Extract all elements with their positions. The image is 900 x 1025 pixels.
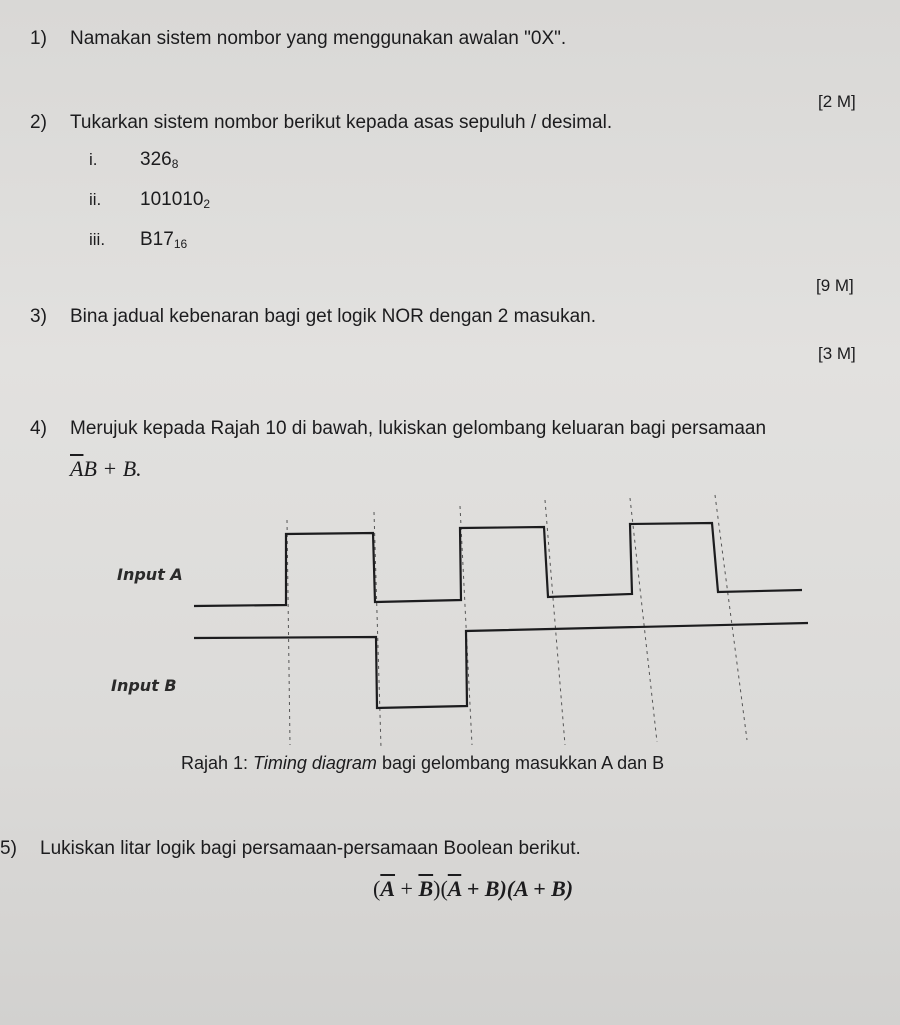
expr-b1-bar: $\overline{B}$: [418, 876, 434, 901]
figure-caption: Rajah 1: Timing diagram bagi gelombang masukkan A dan B: [181, 753, 665, 773]
marks-q1: [2 M]: [818, 92, 856, 111]
guide-line: [630, 498, 657, 742]
label-input-b: Input B: [111, 676, 177, 695]
item-roman-3: iii.: [89, 230, 106, 249]
item-roman-2: ii.: [89, 190, 102, 209]
question-number: 3): [30, 306, 47, 327]
item-value-1: $326_8$: [140, 149, 179, 171]
guide-line: [374, 512, 381, 748]
question-text: Bina jadual kebenaran bagi get logik NOR dengan 2 masukan.: [70, 306, 597, 327]
question-text: Merujuk kepada Rajah 10 di bawah, lukiskan gelombang keluaran bagi persamaan: [70, 418, 767, 439]
marks-q3: [3 M]: [818, 344, 856, 363]
guide-line: [460, 506, 472, 745]
guide-line: [715, 495, 747, 740]
label-input-a: Input A: [117, 565, 183, 584]
waveform-input-b: [194, 623, 808, 708]
question-5: [0, 838, 581, 860]
question-number: 2): [30, 112, 47, 133]
question-text: Namakan sistem nombor yang menggunakan awalan "0X".: [70, 28, 567, 49]
expr-rest: B + B.: [83, 456, 142, 481]
equation-q5: $(\overline{A} + \overline{B})(\overline{A} + B)(A + B)$: [373, 876, 574, 901]
marks-q2: [9 M]: [816, 276, 854, 295]
expr-a-bar: $\overline{A}$: [70, 456, 84, 481]
expr-a2-bar: $\overline{A}$: [447, 876, 462, 901]
guide-line: [545, 500, 565, 745]
question-number: 5): [0, 838, 17, 859]
item-value-2: $101010_2$: [140, 189, 211, 211]
question-number: 4): [30, 418, 47, 439]
guide-line: [287, 520, 290, 745]
item-value-3: $B17_{16}$: [140, 229, 188, 251]
question-text: Lukiskan litar logik bagi persamaan-persamaan Boolean berikut.: [40, 838, 581, 859]
question-number: 1): [30, 28, 47, 49]
question-text: Tukarkan sistem nombor berikut kepada asas sepuluh / desimal.: [70, 112, 613, 133]
waveform-input-a: [194, 523, 802, 606]
item-roman-1: i.: [89, 150, 98, 169]
expr-a1-bar: $\overline{A}$: [380, 876, 396, 901]
